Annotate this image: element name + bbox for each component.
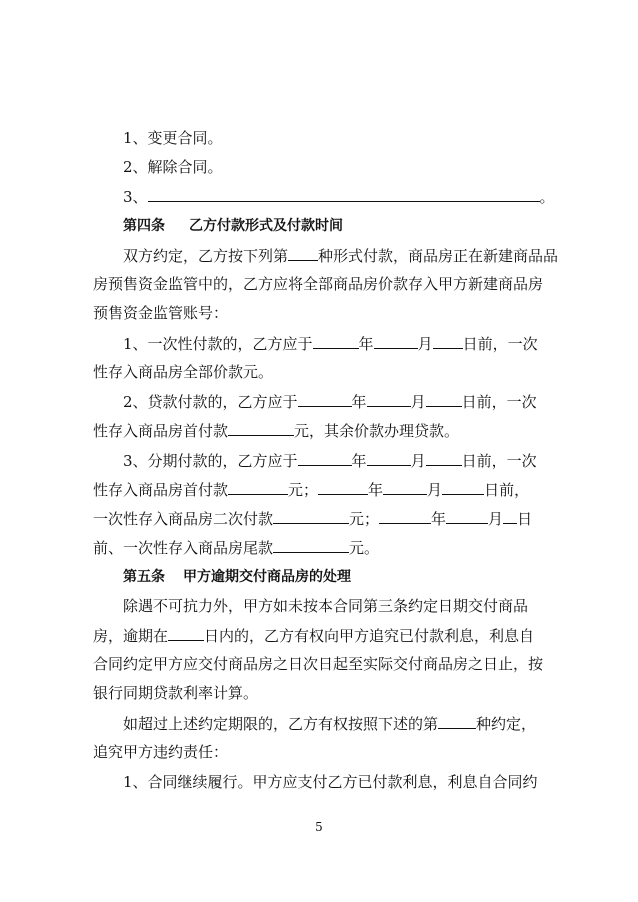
article-5-paragraph-1-line-2: 房，逾期在 日内的，乙方有权向甲方追究已付款利息，利息自 (93, 627, 535, 645)
payment-option-2-line-2: 性存入商品房首付款 元，其余价款办理贷款。 (93, 422, 460, 440)
blank-line (367, 391, 411, 407)
blank-line (374, 333, 418, 349)
payment-option-2: 2、贷款付款的，乙方应于 年 月 日前，一次 (123, 393, 537, 411)
article-4-paragraph-line-3: 预售资金监管账号： (93, 304, 229, 322)
article-5-paragraph-1-line-4: 银行同期贷款利率计算。 (93, 684, 259, 702)
payment-option-1: 1、一次性付款的，乙方应于 年 月 日前，一次 (123, 335, 538, 353)
blank-line (438, 713, 476, 729)
article-5-paragraph-2: 如超过上述约定期限的，乙方有权按照下述的第 种约定， (123, 715, 537, 733)
list-item-3: 3、 。 (123, 188, 555, 206)
payment-option-3-line-4: 前、一次性存入商品房尾款 元。 (93, 539, 380, 557)
list-item-1: 1、变更合同。 (123, 129, 223, 147)
blank-line (298, 391, 352, 407)
article-5-paragraph-1-line-3: 合同约定甲方应交付商品房之日次日起至实际交付商品房之日止，按 (93, 655, 544, 673)
blank-line (288, 245, 318, 261)
article-5-paragraph-1: 除遇不可抗力外，甲方如未按本合同第三条约定日期交付商品 (123, 597, 529, 615)
blank-line (442, 479, 484, 495)
payment-option-3-line-2: 性存入商品房首付款 元； 年 月 日前， (93, 481, 530, 499)
blank-line (426, 391, 462, 407)
blank-line (318, 479, 368, 495)
payment-option-3-line-3: 一次性存入商品房二次付款 元； 年 月 日 (93, 510, 533, 528)
blank-line (367, 450, 411, 466)
blank-line (168, 625, 204, 641)
article-4-heading: 第四条 乙方付款形式及付款时间 (123, 218, 343, 234)
blank-line (298, 450, 352, 466)
blank-line (313, 333, 359, 349)
blank-line (273, 537, 349, 553)
article-5-heading: 第五条 甲方逾期交付商品房的处理 (123, 569, 351, 585)
article-4-paragraph: 双方约定，乙方按下列第 种形式付款，商品房正在新建商品品 (123, 247, 559, 265)
blank-line (426, 450, 462, 466)
blank-line (148, 186, 540, 202)
blank-line (228, 420, 294, 436)
article-4-paragraph-line-2: 房预售资金监管中的，乙方应将全部商品房价款存入甲方新建商品房 (93, 275, 544, 293)
blank-line (446, 508, 488, 524)
blank-line (383, 479, 427, 495)
payment-option-1-line-2: 性存入商品房全部价款元。 (93, 363, 274, 381)
blank-line (433, 333, 463, 349)
blank-line (228, 479, 288, 495)
page-number: 5 (315, 820, 323, 834)
payment-option-3: 3、分期付款的，乙方应于 年 月 日前，一次 (123, 452, 537, 470)
blank-line (273, 508, 349, 524)
article-5-option-1: 1、合同继续履行。甲方应支付乙方已付款利息，利息自合同约 (123, 773, 538, 791)
blank-line (379, 508, 431, 524)
article-5-paragraph-2-line-2: 追究甲方违约责任： (93, 743, 229, 761)
list-item-2: 2、解除合同。 (123, 158, 223, 176)
blank-line (503, 508, 517, 524)
